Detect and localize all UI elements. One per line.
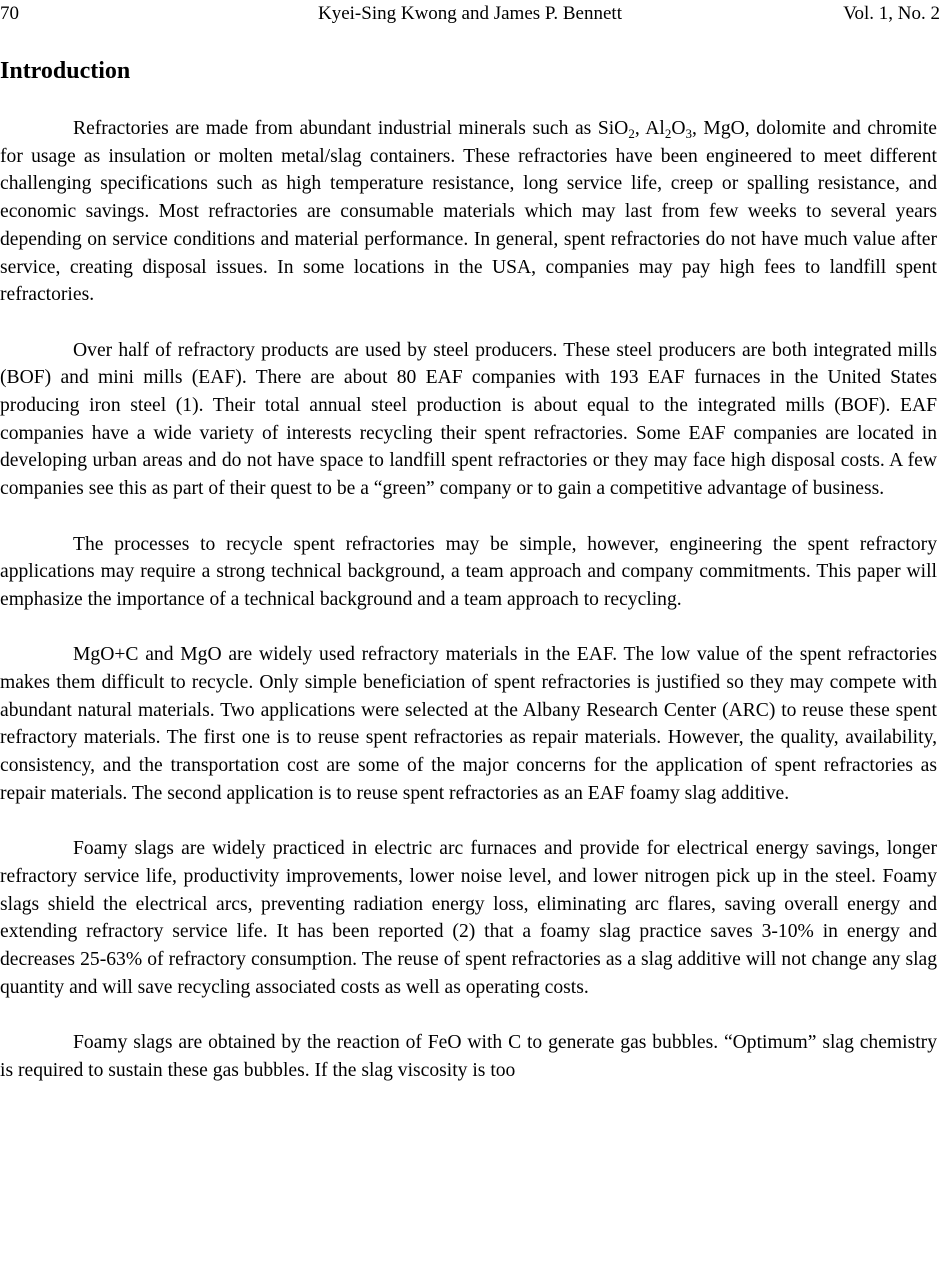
paragraph-1-text-b: , Al [634, 118, 665, 139]
body-text [0, 115, 937, 1112]
running-header [0, 0, 940, 28]
paragraph-1-text-a: Refractories are made from abundant industrial minerals such as SiO [73, 118, 629, 139]
paragraph-4: MgO+C and MgO are widely used refractory materials in the EAF. The low value of the spent refractories makes them difficult to recycle. Only simple beneficiation of spent refractories is justified so they may compete with abundant natural materials. Two applications were selected at the Albany Research Center (ARC) to reuse these spent refractory materials. The first one is to reuse spent refractories as repair materials. However, the quality, availability, consistency, and the transportation cost are some of the major concerns for the application of spent refractories as repair materials. The second application is to reuse spent refractories as an EAF foamy slag additive. [0, 644, 937, 804]
subscript: 2 [664, 126, 672, 141]
paragraph-1-text-d: , MgO, dolomite and chromite for usage as insulation or molten metal/slag containers. These refractories have been engineered to meet different challenging specifications such as high temperature resistance, long service life, creep or spalling resistance, and economic savings. Most refractories are consumable materials which may last from few weeks to several years depending on service conditions and material performance. In general, spent refractories do not have much value after service, creating disposal issues. In some locations in the USA, companies may pay high fees to landfill spent refractories. [0, 118, 937, 306]
subscript: 2 [628, 126, 635, 141]
page-number: 70 [0, 3, 19, 24]
subscript: 3 [685, 126, 692, 141]
paragraph-1-text-c: O [671, 118, 686, 139]
section-title: Introduction [0, 58, 131, 84]
paragraph-2: Over half of refractory products are used by steel producers. These steel producers are both integrated mills (BOF) and mini mills (EAF). There are about 80 EAF companies with 193 EAF furnaces in the United States producing iron steel (1). Their total annual steel production is about equal to the integrated mills (BOF). EAF companies have a wide variety of interests recycling their spent refractories. Some EAF companies are located in developing urban areas and do not have space to landfill spent refractories or they may face high disposal costs. A few companies see this as part of their quest to be a “green” company or to gain a competitive advantage of business. [0, 339, 937, 500]
paragraph-1 [0, 115, 937, 309]
paragraph-6: Foamy slags are obtained by the reaction of FeO with C to generate gas bubbles. “Optimum” slag chemistry is required to sustain these gas bubbles. If the slag viscosity is too [0, 1032, 937, 1081]
journal-volume: Vol. 1, No. 2 [843, 3, 940, 24]
paragraph-5: Foamy slags are widely practiced in electric arc furnaces and provide for electrical energy savings, longer refractory service life, productivity improvements, lower noise level, and lower nitrogen pick up in the steel. Foamy slags shield the electrical arcs, preventing radiation energy loss, eliminating arc flares, saving overall energy and extending refractory service life. It has been reported (2) that a foamy slag practice saves 3-10% in energy and decreases 25-63% of refractory consumption. The reuse of spent refractories as a slag additive will not change any slag quantity and will save recycling associated costs as well as operating costs. [0, 838, 937, 998]
paragraph-3: The processes to recycle spent refractories may be simple, however, engineering the spent refractory applications may require a strong technical background, a team approach and company commitments. This paper will emphasize the importance of a technical background and a team approach to recycling. [0, 533, 937, 610]
running-header-authors: Kyei-Sing Kwong and James P. Bennett [318, 3, 622, 24]
